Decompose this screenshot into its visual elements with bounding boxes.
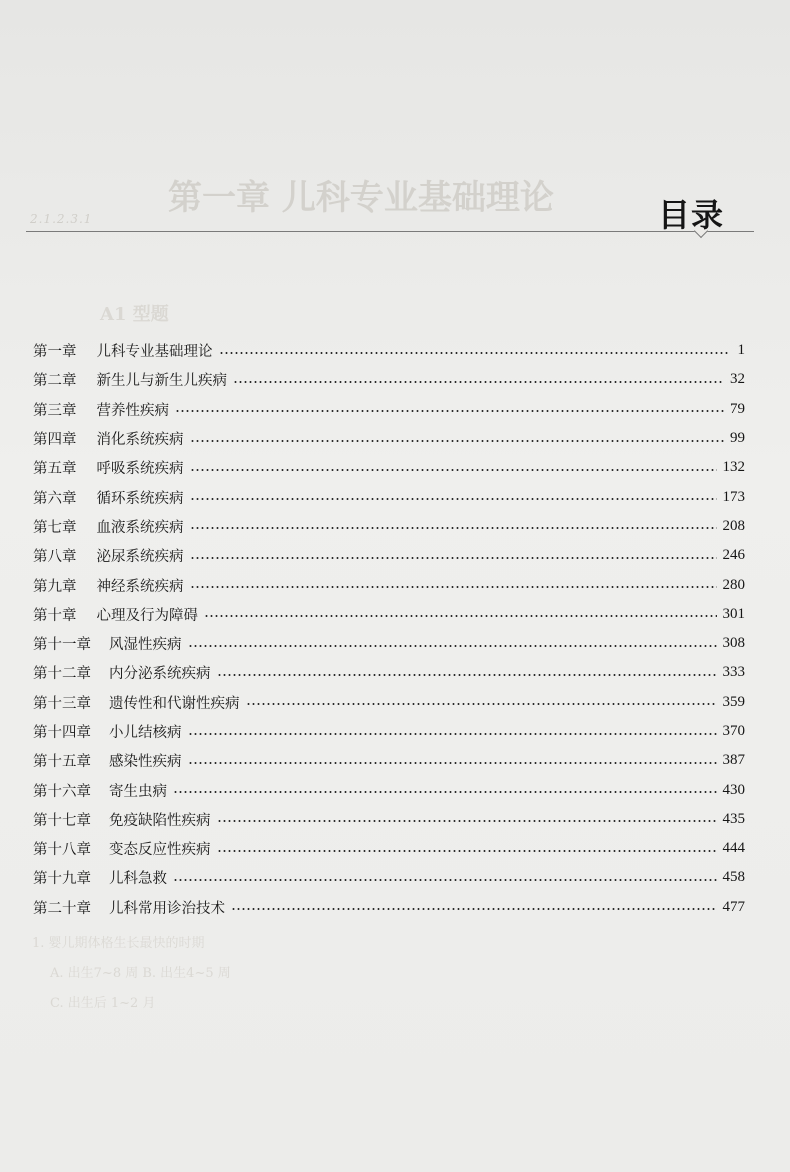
toc-dot-leader bbox=[204, 615, 717, 617]
page-title: 目录 bbox=[658, 196, 725, 234]
toc-chapter-number: 第五章 bbox=[33, 461, 77, 478]
toc-page-number: 387 bbox=[722, 752, 745, 769]
toc-entry[interactable] bbox=[33, 863, 745, 892]
toc-page-number: 99 bbox=[730, 430, 745, 447]
toc-dot-leader bbox=[217, 820, 717, 822]
toc-chapter-number: 第三章 bbox=[33, 402, 77, 419]
toc-chapter-number: 第八章 bbox=[33, 549, 77, 566]
toc-entry[interactable] bbox=[33, 541, 745, 570]
toc-dot-leader bbox=[217, 850, 717, 852]
toc-chapter-title: 免疫缺陷性疾病 bbox=[109, 812, 211, 829]
toc-chapter-number: 第十六章 bbox=[33, 783, 91, 800]
toc-dot-leader bbox=[190, 586, 717, 588]
toc-chapter-number: 第十五章 bbox=[33, 754, 91, 771]
toc-dot-leader bbox=[190, 440, 725, 442]
toc-page-number: 173 bbox=[722, 488, 745, 505]
toc-dot-leader bbox=[246, 703, 717, 705]
toc-chapter-number: 第十七章 bbox=[33, 812, 91, 829]
toc-chapter-number: 第二章 bbox=[33, 373, 77, 390]
toc-entry[interactable] bbox=[33, 658, 745, 687]
toc-chapter-title: 遗传性和代谢性疾病 bbox=[109, 695, 240, 712]
toc-page-number: 458 bbox=[722, 869, 745, 886]
toc-chapter-title: 寄生虫病 bbox=[109, 783, 167, 800]
toc-page-number: 435 bbox=[722, 810, 745, 827]
toc-dot-leader bbox=[188, 645, 717, 647]
toc-entry[interactable] bbox=[33, 893, 745, 922]
toc-dot-leader bbox=[217, 674, 717, 676]
toc-chapter-number: 第十八章 bbox=[33, 842, 91, 859]
toc-entry[interactable] bbox=[33, 717, 745, 746]
bleed-through-line: 1. 婴儿期体格生长最快的时期 bbox=[32, 936, 205, 951]
toc-chapter-number: 第四章 bbox=[33, 432, 77, 449]
toc-dot-leader bbox=[233, 381, 724, 383]
toc-chapter-title: 神经系统疾病 bbox=[96, 578, 184, 595]
toc-chapter-title: 变态反应性疾病 bbox=[109, 842, 211, 859]
toc-page-number: 208 bbox=[722, 517, 745, 534]
toc-chapter-title: 儿科常用诊治技术 bbox=[109, 900, 225, 917]
toc-entry[interactable] bbox=[33, 512, 745, 541]
toc-entry[interactable] bbox=[33, 805, 745, 834]
toc-dot-leader bbox=[188, 733, 717, 735]
header-divider bbox=[26, 231, 754, 232]
toc-chapter-title: 内分泌系统疾病 bbox=[109, 666, 211, 683]
toc-chapter-title: 风湿性疾病 bbox=[109, 637, 182, 654]
toc-entry[interactable] bbox=[33, 453, 745, 482]
toc-dot-leader bbox=[173, 879, 717, 881]
toc-chapter-title: 感染性疾病 bbox=[109, 754, 182, 771]
toc-chapter-number: 第一章 bbox=[33, 344, 77, 361]
bleed-through-line: C. 出生后 1~2 月 bbox=[50, 996, 156, 1011]
toc-dot-leader bbox=[175, 410, 724, 412]
toc-chapter-number: 第十四章 bbox=[33, 725, 91, 741]
toc-chapter-title: 消化系统疾病 bbox=[96, 432, 184, 449]
toc-page-number: 444 bbox=[722, 840, 745, 857]
toc-entry[interactable] bbox=[33, 570, 745, 599]
toc-chapter-title: 儿科急救 bbox=[109, 871, 167, 888]
toc-chapter-number: 第六章 bbox=[33, 490, 77, 507]
toc-page-number: 370 bbox=[722, 723, 745, 739]
toc-chapter-number: 第七章 bbox=[33, 519, 77, 536]
toc-page-number: 333 bbox=[722, 664, 745, 681]
toc-dot-leader bbox=[190, 527, 717, 529]
toc-entry[interactable] bbox=[33, 424, 745, 453]
toc-chapter-title: 血液系统疾病 bbox=[96, 519, 184, 536]
toc-page-number: 430 bbox=[722, 781, 745, 798]
toc-chapter-title: 小儿结核病 bbox=[109, 725, 182, 741]
toc-dot-leader bbox=[190, 557, 717, 559]
toc-entry[interactable] bbox=[33, 365, 745, 394]
toc-entry[interactable] bbox=[33, 600, 745, 629]
toc-entry[interactable] bbox=[33, 629, 745, 658]
bleed-through-line: A. 出生7~8 周 B. 出生4~5 周 bbox=[50, 966, 231, 981]
toc-chapter-title: 循环系统疾病 bbox=[96, 490, 184, 507]
toc-page-number: 280 bbox=[722, 576, 745, 593]
bleed-through-subtitle: A1 型题 bbox=[100, 304, 169, 325]
toc-chapter-number: 第十二章 bbox=[33, 666, 91, 683]
toc-entry[interactable] bbox=[33, 395, 745, 424]
toc-entry[interactable] bbox=[33, 834, 745, 863]
toc-entry[interactable] bbox=[33, 482, 745, 511]
toc-page-number: 477 bbox=[722, 898, 745, 915]
toc-page-number: 359 bbox=[722, 693, 745, 710]
toc-dot-leader bbox=[190, 498, 717, 500]
toc-chapter-title: 心理及行为障碍 bbox=[96, 607, 198, 624]
toc-chapter-number: 第九章 bbox=[33, 578, 77, 595]
toc-entry[interactable] bbox=[33, 746, 745, 775]
toc-dot-leader bbox=[188, 762, 717, 764]
toc-entry[interactable] bbox=[33, 775, 745, 804]
toc-page-number: 301 bbox=[722, 605, 745, 622]
toc-chapter-number: 第十三章 bbox=[33, 695, 91, 712]
toc-chapter-number: 第十九章 bbox=[33, 871, 91, 888]
toc-chapter-title: 营养性疾病 bbox=[96, 402, 169, 419]
toc-page-number: 79 bbox=[730, 400, 745, 417]
toc-chapter-number: 第十章 bbox=[33, 607, 77, 624]
toc-page-number: 246 bbox=[722, 547, 745, 564]
bleed-through-chapter-title: 第一章 儿科专业基础理论 bbox=[168, 178, 554, 218]
toc-chapter-number: 第二十章 bbox=[33, 900, 91, 917]
toc-dot-leader bbox=[190, 469, 717, 471]
toc-dot-leader bbox=[219, 352, 730, 354]
toc-page-number: 308 bbox=[722, 635, 745, 652]
toc-chapter-number: 第十一章 bbox=[33, 637, 91, 654]
toc-chapter-title: 泌尿系统疾病 bbox=[96, 549, 184, 566]
toc-dot-leader bbox=[173, 791, 717, 793]
section-tag: 2.1.2.3.1 bbox=[30, 212, 93, 226]
toc-page-number: 32 bbox=[730, 371, 745, 388]
toc-chapter-title: 新生儿与新生儿疾病 bbox=[96, 373, 227, 390]
toc-entry[interactable] bbox=[33, 336, 745, 365]
toc-page-number: 132 bbox=[722, 459, 745, 476]
table-of-contents bbox=[33, 336, 745, 922]
toc-dot-leader bbox=[231, 908, 717, 910]
toc-entry[interactable] bbox=[33, 688, 745, 717]
toc-chapter-title: 儿科专业基础理论 bbox=[96, 344, 213, 361]
toc-page-number: 1 bbox=[737, 342, 745, 359]
toc-chapter-title: 呼吸系统疾病 bbox=[96, 461, 184, 478]
